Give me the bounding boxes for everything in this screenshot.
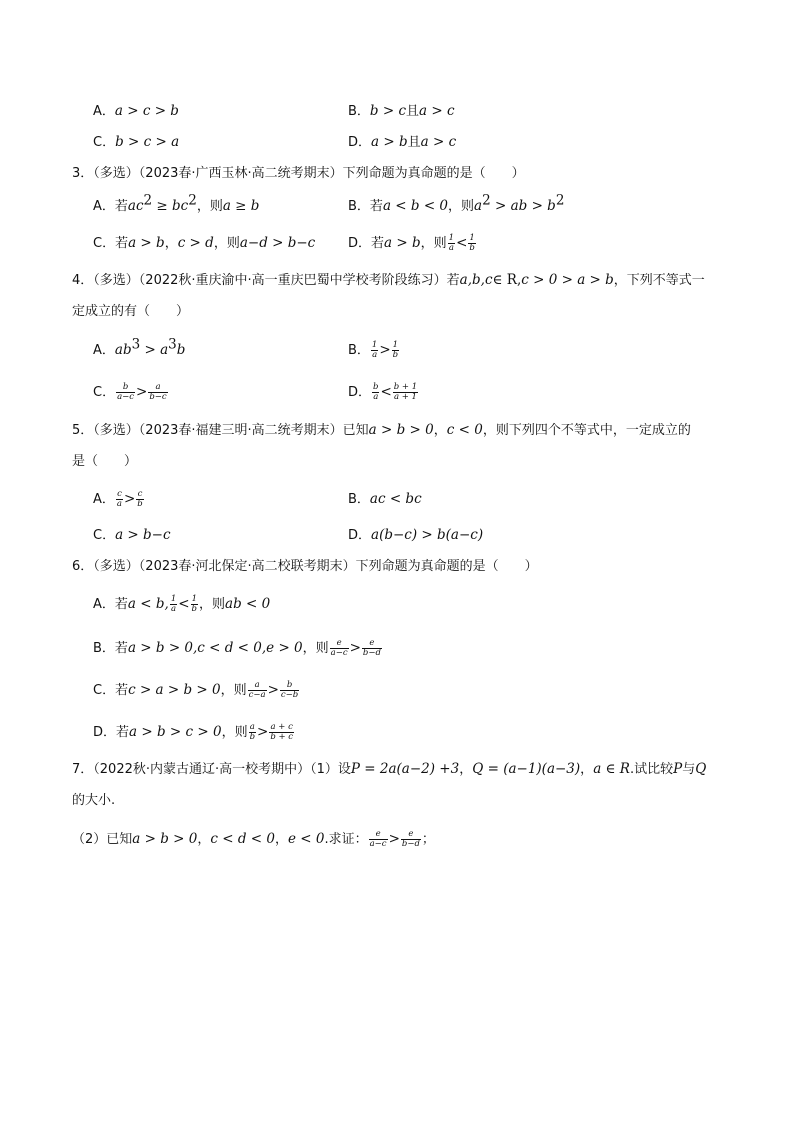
- question-text: 是（ ）: [72, 454, 138, 469]
- option-text: 若: [369, 199, 383, 214]
- question-text: ，则下列四个不等式中，一定成立的: [482, 423, 691, 438]
- question-text: .试比较: [629, 762, 674, 777]
- option-label: D．: [348, 236, 372, 251]
- option-text: ，则: [221, 725, 248, 740]
- fraction: $\frac{1}{a}$: [371, 340, 378, 360]
- question-number: 6．: [72, 559, 94, 574]
- option-label: B．: [348, 199, 370, 214]
- option-label: D．: [348, 528, 372, 543]
- option-math: a > b > 0,c < d < 0,e > 0: [127, 640, 303, 656]
- option-label: D．: [93, 725, 117, 740]
- question-source: （2023春·河北保定·高二校联考期末）: [138, 559, 356, 574]
- question-math: a > b > 0: [132, 831, 198, 847]
- option-text: ，则: [448, 199, 475, 214]
- option-math: ≥ bc: [152, 198, 189, 214]
- question-text: 若: [446, 273, 460, 288]
- question-text: ，: [580, 762, 594, 777]
- q3-option-d[interactable]: D．若a > b，则 $\frac{1}{a}$ < $\frac{1}{b}$: [348, 233, 475, 253]
- q4-option-b[interactable]: B． $\frac{1}{a}$ > $\frac{1}{b}$: [348, 340, 399, 360]
- question-source: （2023春·福建三明·高二统考期末）: [138, 423, 343, 438]
- fraction: $\frac{e}{b-d}$: [401, 829, 420, 849]
- question-text: 与: [682, 762, 696, 777]
- option-math: a > b: [128, 235, 165, 251]
- option-math: a < b: [127, 596, 165, 612]
- option-math: ac < bc: [369, 491, 422, 507]
- option-math: a > c > b: [114, 103, 179, 119]
- q6-option-b[interactable]: B．若a > b > 0,c < d < 0,e > 0，则 $\frac{e}{a-c}$ > $\frac{e}{b-d}$: [93, 638, 381, 658]
- option-math: a > c: [420, 134, 457, 150]
- fraction: $\frac{a}{c-a}$: [248, 680, 266, 700]
- option-math: b > c: [369, 103, 407, 119]
- option-label: A．: [93, 492, 115, 507]
- q7-stem: [72, 760, 706, 779]
- question-number: 4．: [72, 273, 94, 288]
- q5-option-c[interactable]: [93, 525, 171, 546]
- q2-option-c[interactable]: [93, 132, 179, 153]
- question-text: ，: [459, 762, 473, 777]
- fraction: $\frac{c}{a}$: [116, 489, 122, 509]
- option-math: a < b < 0: [382, 198, 449, 214]
- question-text: ，: [433, 423, 447, 438]
- question-text: ，下列不等式一: [613, 273, 705, 288]
- fraction: $\frac{1}{b}$: [392, 340, 399, 360]
- option-math: ab < 0: [225, 596, 271, 612]
- q6-stem: [72, 558, 538, 576]
- option-label: A．: [93, 597, 115, 612]
- question-tag: （多选）: [93, 166, 139, 181]
- option-label: C．: [93, 135, 116, 150]
- option-text: ，: [164, 236, 178, 251]
- question-text: （2）已知: [72, 832, 133, 847]
- q6-option-d[interactable]: D．若a > b > c > 0，则 $\frac{a}{b}$ > $\frac{a + c}{b + c}$: [93, 722, 294, 742]
- q7-part2: （2）已知a > b > 0，c < d < 0，e < 0.求证： $\frac{e}{a-c}$ > $\frac{e}{b-d}$ ；: [72, 829, 435, 849]
- option-text: 若: [115, 683, 129, 698]
- option-label: D．: [348, 385, 372, 400]
- option-label: B．: [93, 641, 115, 656]
- option-text: ，则: [196, 199, 223, 214]
- q4-option-c[interactable]: C． $\frac{b}{a-c}$ > $\frac{a}{b-c}$: [93, 382, 167, 402]
- option-label: A．: [93, 343, 115, 358]
- fraction: $\frac{e}{a-c}$: [330, 638, 348, 658]
- fraction: $\frac{a}{b-c}$: [149, 382, 167, 402]
- option-math: a ≥ b: [222, 198, 260, 214]
- option-math: c > a > b > 0: [128, 682, 221, 698]
- q6-option-c[interactable]: C．若c > a > b > 0，则 $\frac{a}{c-a}$ > $\frac{b}{c-b}$: [93, 680, 299, 700]
- option-text: 且: [406, 104, 420, 119]
- fraction: $\frac{e}{b-d}$: [362, 638, 381, 658]
- option-text: 若: [116, 725, 130, 740]
- question-text: 已知: [342, 423, 369, 438]
- option-text: 若: [114, 597, 128, 612]
- question-number: 3．: [72, 166, 94, 181]
- option-text: ，则: [302, 641, 329, 656]
- option-label: A．: [93, 104, 115, 119]
- fraction: $\frac{a + c}{b + c}$: [270, 722, 294, 742]
- option-label: C．: [93, 528, 116, 543]
- option-text: ，则: [420, 236, 447, 251]
- question-math: a ∈ R: [593, 761, 630, 777]
- q4-stem: [72, 271, 705, 290]
- option-text: ，则: [199, 597, 226, 612]
- option-math: ac: [127, 198, 144, 214]
- option-math: a > b: [384, 235, 421, 251]
- option-math: a > b−c: [115, 527, 171, 543]
- question-number: 5．: [72, 423, 94, 438]
- question-math: c < d < 0: [210, 831, 275, 847]
- option-label: B．: [348, 343, 370, 358]
- q5-option-d[interactable]: [348, 525, 483, 546]
- option-math: a(b−c) > b(a−c): [371, 527, 484, 543]
- q2-option-d[interactable]: [348, 132, 456, 153]
- option-label: C．: [93, 236, 116, 251]
- question-tag: （多选）: [93, 273, 139, 288]
- question-text: ，: [274, 832, 288, 847]
- question-math: a > b > 0: [368, 422, 434, 438]
- question-math: e < 0: [287, 831, 325, 847]
- q7-stem-line2: [72, 792, 115, 810]
- option-label: C．: [93, 385, 116, 400]
- fraction: $\frac{b}{a-c}$: [117, 382, 135, 402]
- q5-stem-line2: [72, 453, 137, 471]
- question-source: （2023春·广西玉林·高二统考期末）: [138, 166, 343, 181]
- fraction: $\frac{e}{a-c}$: [369, 829, 387, 849]
- question-text: 定成立的有（ ）: [72, 304, 190, 319]
- question-text: 下列命题为真命题的是（ ）: [355, 559, 538, 574]
- fraction: $\frac{b + 1}{a + 1}$: [393, 382, 418, 402]
- question-math: c > 0 > a > b: [521, 272, 614, 288]
- q5-option-a[interactable]: A． $\frac{c}{a}$ > $\frac{c}{b}$: [93, 489, 143, 509]
- option-text: 若: [114, 199, 128, 214]
- option-label: B．: [348, 492, 370, 507]
- question-text: （1）设: [310, 762, 351, 777]
- question-math: P: [673, 761, 683, 777]
- option-text: 若: [114, 641, 128, 656]
- option-label: D．: [348, 135, 372, 150]
- option-text: 若: [115, 236, 129, 251]
- option-math: a−d > b−c: [239, 235, 316, 251]
- fraction: $\frac{1}{b}$: [469, 233, 475, 253]
- option-math: a > c: [419, 103, 455, 119]
- q5-option-b[interactable]: [348, 489, 422, 510]
- question-tag: （多选）: [93, 559, 139, 574]
- option-math: a > b > c > 0: [129, 724, 222, 740]
- fraction: $\frac{c}{b}$: [137, 489, 143, 509]
- q2-option-b[interactable]: [348, 101, 455, 122]
- question-math: c < 0: [446, 422, 483, 438]
- question-tag: （多选）: [93, 423, 139, 438]
- question-text: 下列命题为真命题的是（ ）: [342, 166, 525, 181]
- option-math: a: [474, 198, 483, 214]
- q4-option-d[interactable]: D． $\frac{b}{a}$ < $\frac{b + 1}{a + 1}$: [348, 382, 418, 402]
- question-source: （2022秋·重庆渝中·高一重庆巴蜀中学校考阶段练习）: [138, 273, 447, 288]
- q3-stem: [72, 165, 525, 183]
- option-math: a > b: [371, 134, 408, 150]
- option-math: ab: [114, 342, 132, 358]
- q3-option-b[interactable]: B．若a < b < 0，则$a^2$ > ab > $b^2$: [348, 192, 565, 214]
- question-math: Q = (a−1)(a−3): [472, 761, 581, 777]
- question-math: a,b,c: [459, 272, 493, 288]
- option-text: 若: [371, 236, 385, 251]
- fraction: $\frac{1}{a}$: [170, 594, 177, 614]
- option-label: A．: [93, 199, 115, 214]
- question-text: .求证：: [324, 832, 368, 847]
- option-label: C．: [93, 683, 116, 698]
- question-math: Q: [695, 761, 707, 777]
- fraction: $\frac{1}{b}$: [191, 594, 197, 614]
- q3-option-a[interactable]: A．若$ac^2 \ge bc^2$，则a ≥ b: [93, 192, 260, 214]
- option-text: ，则: [220, 683, 247, 698]
- question-math: ∈ R,: [492, 272, 522, 288]
- q4-stem-line2: [72, 303, 189, 321]
- question-math: P = 2a(a−2) +3: [350, 761, 460, 777]
- option-text: ，则: [213, 236, 240, 251]
- option-math: b > c > a: [115, 134, 180, 150]
- q2-option-a[interactable]: [93, 101, 179, 122]
- fraction: $\frac{a}{b}$: [249, 722, 256, 742]
- question-text: 的大小.: [72, 793, 116, 808]
- question-number: 7．: [72, 762, 94, 777]
- fraction: $\frac{b}{c-b}$: [280, 680, 299, 700]
- fraction: $\frac{b}{a}$: [373, 382, 379, 402]
- option-math: > ab > b: [490, 198, 556, 214]
- q3-option-c[interactable]: [93, 233, 315, 254]
- fraction: $\frac{1}{a}$: [448, 233, 455, 253]
- q6-option-a[interactable]: A．若a < b, $\frac{1}{a}$ < $\frac{1}{b}$ ，则ab < 0: [93, 594, 271, 614]
- option-text: 且: [407, 135, 421, 150]
- q5-stem: [72, 421, 691, 440]
- option-label: B．: [348, 104, 370, 119]
- question-text: ，: [197, 832, 211, 847]
- q4-option-a[interactable]: A．$ab^3 > a^3b$: [93, 336, 186, 358]
- question-text: ；: [421, 832, 435, 847]
- option-math: c > d: [177, 235, 214, 251]
- question-source: （2022秋·内蒙古通辽·高一校考期中）: [93, 762, 311, 777]
